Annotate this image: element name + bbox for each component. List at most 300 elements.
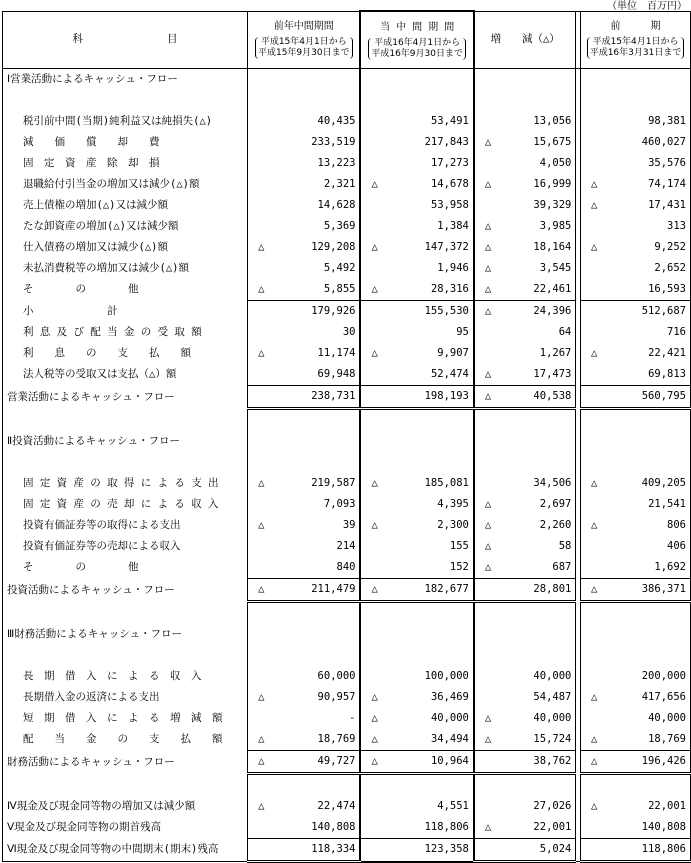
value-text: 7,093 bbox=[323, 498, 356, 510]
value-cell bbox=[581, 132, 691, 153]
negative-marker: △ bbox=[484, 178, 492, 190]
value-text: 3,545 bbox=[539, 262, 572, 274]
value-text: 13,223 bbox=[317, 157, 356, 169]
row-label: Ⅳ現金及び現金同等物の増加又は減少額 bbox=[3, 796, 248, 817]
value-cell bbox=[581, 515, 691, 536]
value-cell bbox=[474, 494, 576, 515]
negative-marker: △ bbox=[484, 821, 492, 833]
value-text: 17,273 bbox=[430, 157, 469, 169]
value-cell bbox=[581, 258, 691, 279]
negative-marker: △ bbox=[371, 519, 378, 531]
value-text: 64 bbox=[558, 326, 572, 338]
table-row bbox=[3, 195, 691, 216]
value-text: 409,205 bbox=[641, 477, 686, 489]
row-label: 配 当 金 の 支 払 額 bbox=[3, 729, 248, 751]
value-cell bbox=[248, 796, 361, 817]
value-cell bbox=[248, 687, 361, 708]
value-text: 17,431 bbox=[648, 199, 686, 211]
negative-marker: △ bbox=[258, 800, 265, 812]
table-row bbox=[3, 216, 691, 237]
value-cell bbox=[474, 515, 576, 536]
cash-flow-table bbox=[2, 10, 691, 863]
value-cell bbox=[474, 258, 576, 279]
negative-marker: △ bbox=[484, 390, 492, 402]
row-label: Ⅵ現金及び現金同等物の中間期末(期末)残高 bbox=[3, 839, 248, 862]
table-row bbox=[3, 386, 691, 409]
value-text: 155,530 bbox=[424, 305, 469, 317]
value-cell bbox=[581, 494, 691, 515]
value-cell bbox=[360, 515, 473, 536]
negative-marker: △ bbox=[258, 283, 265, 295]
value-text: 53,491 bbox=[430, 115, 469, 127]
table-row bbox=[3, 258, 691, 279]
value-cell bbox=[248, 751, 361, 774]
table-row bbox=[3, 343, 691, 364]
value-cell bbox=[581, 452, 691, 473]
value-text: 14,678 bbox=[430, 178, 469, 190]
value-text: 100,000 bbox=[424, 670, 469, 682]
value-cell bbox=[248, 69, 361, 91]
spacer-row bbox=[3, 645, 691, 666]
negative-marker: △ bbox=[591, 800, 598, 812]
table-row bbox=[3, 279, 691, 301]
negative-marker: △ bbox=[484, 305, 492, 317]
value-cell bbox=[474, 322, 576, 343]
table-row bbox=[3, 579, 691, 602]
value-cell bbox=[248, 258, 361, 279]
negative-marker: △ bbox=[484, 498, 492, 510]
value-text: 2,260 bbox=[539, 519, 572, 531]
value-cell bbox=[581, 839, 691, 862]
value-cell bbox=[581, 751, 691, 774]
value-cell bbox=[360, 473, 473, 494]
value-text: 152 bbox=[449, 561, 469, 573]
value-cell bbox=[581, 322, 691, 343]
negative-marker: △ bbox=[258, 241, 265, 253]
value-text: 40,538 bbox=[533, 390, 572, 402]
value-cell bbox=[581, 729, 691, 751]
value-text: 123,358 bbox=[424, 843, 469, 856]
row-label: Ⅲ財務活動によるキャッシュ・フロー bbox=[3, 624, 248, 645]
negative-marker: △ bbox=[484, 733, 492, 745]
value-cell bbox=[474, 473, 576, 494]
value-cell bbox=[360, 195, 473, 216]
table-row bbox=[3, 431, 691, 452]
value-cell bbox=[474, 237, 576, 258]
value-text: 18,769 bbox=[317, 733, 356, 745]
value-text: 34,494 bbox=[430, 733, 469, 745]
negative-marker: △ bbox=[258, 583, 265, 595]
table-row bbox=[3, 322, 691, 343]
value-text: 16,999 bbox=[533, 178, 572, 190]
value-cell bbox=[248, 645, 361, 666]
row-label: 投資有価証券等の売却による収入 bbox=[3, 536, 248, 557]
value-cell bbox=[474, 452, 576, 473]
value-cell bbox=[474, 431, 576, 452]
value-cell bbox=[474, 839, 576, 862]
value-cell bbox=[474, 174, 576, 195]
negative-marker: △ bbox=[591, 583, 598, 595]
row-label bbox=[3, 90, 248, 111]
value-cell bbox=[474, 536, 576, 557]
value-cell bbox=[360, 431, 473, 452]
value-text: 5,855 bbox=[323, 283, 356, 295]
value-cell bbox=[360, 153, 473, 174]
value-cell bbox=[248, 729, 361, 751]
negative-marker: △ bbox=[371, 733, 378, 745]
row-label: 利 息 の 支 払 額 bbox=[3, 343, 248, 364]
value-cell bbox=[248, 452, 361, 473]
value-text: 40,000 bbox=[430, 712, 469, 724]
value-text: 15,724 bbox=[533, 733, 572, 745]
row-label: 利 息 及 び 配 当 金 の 受 取 額 bbox=[3, 322, 248, 343]
row-label: 税引前中間(当期)純利益又は純損失(△) bbox=[3, 111, 248, 132]
table-row bbox=[3, 751, 691, 774]
row-label: Ⅴ現金及び現金同等物の期首残高 bbox=[3, 817, 248, 839]
value-cell bbox=[581, 195, 691, 216]
negative-marker: △ bbox=[591, 519, 598, 531]
value-text: 90,957 bbox=[317, 691, 356, 703]
negative-marker: △ bbox=[591, 241, 598, 253]
value-cell bbox=[474, 729, 576, 751]
table-row bbox=[3, 729, 691, 751]
value-text: 118,806 bbox=[424, 821, 469, 833]
negative-marker: △ bbox=[371, 241, 378, 253]
negative-marker: △ bbox=[591, 347, 598, 359]
value-text: 179,926 bbox=[311, 305, 356, 317]
value-cell bbox=[581, 536, 691, 557]
value-text: 53,958 bbox=[430, 199, 469, 211]
table-row bbox=[3, 174, 691, 195]
value-cell bbox=[581, 796, 691, 817]
value-cell bbox=[474, 132, 576, 153]
row-label: たな卸資産の増加(△)又は減少額 bbox=[3, 216, 248, 237]
value-text: 58 bbox=[558, 540, 572, 552]
value-cell bbox=[248, 153, 361, 174]
negative-marker: △ bbox=[591, 733, 598, 745]
value-text: 233,519 bbox=[311, 136, 356, 148]
unit-label: （単位 百万円） bbox=[607, 1, 687, 12]
table-row bbox=[3, 624, 691, 645]
negative-marker: △ bbox=[484, 561, 492, 573]
negative-marker: △ bbox=[258, 733, 265, 745]
value-text: 687 bbox=[552, 561, 572, 573]
spacer-row bbox=[3, 602, 691, 625]
value-text: 35,576 bbox=[648, 157, 686, 169]
value-text: 60,000 bbox=[317, 670, 356, 682]
value-text: 2,300 bbox=[437, 519, 469, 531]
value-cell bbox=[248, 817, 361, 839]
table-row bbox=[3, 69, 691, 91]
value-cell bbox=[248, 132, 361, 153]
value-text: 417,656 bbox=[641, 691, 686, 703]
negative-marker: △ bbox=[591, 477, 598, 489]
table-row bbox=[3, 132, 691, 153]
negative-marker: △ bbox=[484, 540, 492, 552]
value-cell bbox=[248, 666, 361, 687]
negative-marker: △ bbox=[371, 755, 378, 767]
value-text: 118,806 bbox=[641, 843, 686, 855]
table-row bbox=[3, 237, 691, 258]
value-cell bbox=[360, 216, 473, 237]
value-cell bbox=[360, 258, 473, 279]
value-cell bbox=[248, 409, 361, 432]
negative-marker: △ bbox=[371, 477, 378, 489]
table-row bbox=[3, 473, 691, 494]
value-cell bbox=[360, 409, 473, 432]
value-text: 198,193 bbox=[424, 390, 469, 402]
value-cell bbox=[581, 774, 691, 797]
value-cell bbox=[360, 132, 473, 153]
table-row bbox=[3, 839, 691, 862]
value-cell bbox=[248, 322, 361, 343]
negative-marker: △ bbox=[591, 691, 598, 703]
negative-marker: △ bbox=[371, 712, 378, 724]
value-cell bbox=[360, 69, 473, 91]
value-cell bbox=[581, 279, 691, 301]
value-cell bbox=[474, 153, 576, 174]
value-cell bbox=[581, 409, 691, 432]
value-cell bbox=[360, 386, 473, 409]
value-cell bbox=[581, 473, 691, 494]
value-text: 155 bbox=[449, 540, 469, 552]
value-cell bbox=[248, 774, 361, 797]
negative-marker: △ bbox=[258, 519, 265, 531]
value-cell bbox=[360, 666, 473, 687]
row-label: Ⅰ営業活動によるキャッシュ・フロー bbox=[3, 69, 248, 91]
value-text: 22,421 bbox=[648, 347, 686, 359]
row-label: 売上債権の増加(△)又は減少額 bbox=[3, 195, 248, 216]
value-cell bbox=[474, 364, 576, 386]
value-cell bbox=[581, 153, 691, 174]
value-cell bbox=[474, 796, 576, 817]
header-prev-year: 前 期 平成15年4月1日から 平成16年3月31日まで bbox=[581, 11, 691, 69]
value-cell bbox=[581, 645, 691, 666]
value-cell bbox=[474, 557, 576, 579]
table-row bbox=[3, 666, 691, 687]
value-cell bbox=[474, 645, 576, 666]
value-cell bbox=[474, 69, 576, 91]
value-cell bbox=[581, 174, 691, 195]
value-cell bbox=[248, 557, 361, 579]
value-cell bbox=[474, 774, 576, 797]
value-cell bbox=[360, 624, 473, 645]
row-label: 小 計 bbox=[3, 301, 248, 323]
row-label: 固 定 資 産 除 却 損 bbox=[3, 153, 248, 174]
value-cell bbox=[248, 386, 361, 409]
table-row bbox=[3, 301, 691, 323]
value-cell bbox=[248, 111, 361, 132]
header-change: 増 減（△） bbox=[474, 11, 576, 69]
negative-marker: △ bbox=[484, 220, 492, 232]
negative-marker: △ bbox=[484, 368, 492, 380]
value-cell bbox=[581, 343, 691, 364]
value-text: 14,628 bbox=[317, 199, 356, 211]
value-cell bbox=[581, 216, 691, 237]
value-text: 140,808 bbox=[311, 821, 356, 833]
negative-marker: △ bbox=[258, 691, 265, 703]
row-label: Ⅱ投資活動によるキャッシュ・フロー bbox=[3, 431, 248, 452]
value-cell bbox=[360, 343, 473, 364]
row-label bbox=[3, 602, 248, 625]
negative-marker: △ bbox=[371, 178, 378, 190]
value-cell bbox=[360, 237, 473, 258]
value-text: 460,027 bbox=[641, 136, 686, 148]
value-cell bbox=[248, 364, 361, 386]
value-cell bbox=[360, 494, 473, 515]
table-row bbox=[3, 494, 691, 515]
value-cell bbox=[360, 579, 473, 602]
value-text: 219,587 bbox=[311, 477, 356, 489]
value-cell bbox=[581, 708, 691, 729]
negative-marker: △ bbox=[484, 241, 492, 253]
value-cell bbox=[474, 279, 576, 301]
value-cell bbox=[360, 602, 473, 625]
value-text: 196,426 bbox=[641, 755, 686, 767]
value-text: 30 bbox=[342, 326, 356, 338]
value-text: 38,762 bbox=[533, 755, 572, 767]
value-cell bbox=[360, 279, 473, 301]
value-text: 1,267 bbox=[539, 347, 572, 359]
value-cell bbox=[474, 195, 576, 216]
value-text: 560,795 bbox=[641, 390, 686, 402]
value-cell bbox=[360, 729, 473, 751]
value-text: 34,506 bbox=[533, 477, 572, 489]
value-cell bbox=[581, 602, 691, 625]
value-cell bbox=[248, 515, 361, 536]
value-cell bbox=[248, 624, 361, 645]
value-cell bbox=[474, 751, 576, 774]
value-cell bbox=[360, 708, 473, 729]
value-text: 140,808 bbox=[641, 821, 686, 833]
value-cell bbox=[248, 279, 361, 301]
value-cell bbox=[360, 645, 473, 666]
value-text: 406 bbox=[667, 540, 686, 552]
header-item: 科 目 bbox=[3, 11, 248, 69]
value-cell bbox=[581, 386, 691, 409]
value-cell bbox=[474, 90, 576, 111]
value-cell bbox=[474, 386, 576, 409]
value-text: 27,026 bbox=[533, 800, 572, 812]
value-cell bbox=[360, 839, 473, 862]
negative-marker: △ bbox=[591, 178, 598, 190]
value-text: 840 bbox=[336, 561, 356, 573]
value-cell bbox=[360, 751, 473, 774]
value-cell bbox=[474, 817, 576, 839]
negative-marker: △ bbox=[484, 136, 492, 148]
spacer-row bbox=[3, 409, 691, 432]
value-text: 40,435 bbox=[317, 115, 356, 127]
value-text: 17,473 bbox=[533, 368, 572, 380]
value-text: 200,000 bbox=[641, 670, 686, 682]
table-row bbox=[3, 111, 691, 132]
value-text: 13,056 bbox=[533, 115, 572, 127]
row-label: 退職給付引当金の増加又は減少(△)額 bbox=[3, 174, 248, 195]
row-label: 長 期 借 入 に よ る 収 入 bbox=[3, 666, 248, 687]
row-label bbox=[3, 645, 248, 666]
table-row bbox=[3, 796, 691, 817]
table-row bbox=[3, 515, 691, 536]
row-label: 減 価 償 却 費 bbox=[3, 132, 248, 153]
negative-marker: △ bbox=[258, 755, 265, 767]
negative-marker: △ bbox=[371, 583, 378, 595]
value-cell bbox=[581, 90, 691, 111]
value-text: 313 bbox=[667, 220, 686, 232]
negative-marker: △ bbox=[591, 755, 598, 767]
value-cell bbox=[248, 90, 361, 111]
value-text: 238,731 bbox=[311, 390, 356, 402]
row-label: 固 定 資 産 の 売 却 に よ る 収 入 bbox=[3, 494, 248, 515]
value-text: 182,677 bbox=[424, 583, 469, 595]
value-cell bbox=[248, 301, 361, 323]
value-cell bbox=[360, 687, 473, 708]
value-text: 24,396 bbox=[533, 305, 572, 317]
value-text: 69,948 bbox=[317, 368, 356, 380]
value-cell bbox=[474, 301, 576, 323]
value-cell bbox=[248, 473, 361, 494]
negative-marker: △ bbox=[371, 283, 378, 295]
value-cell bbox=[581, 624, 691, 645]
value-cell bbox=[360, 364, 473, 386]
value-text: 4,551 bbox=[437, 800, 469, 812]
value-cell bbox=[248, 174, 361, 195]
value-text: 69,813 bbox=[648, 368, 686, 380]
table-row bbox=[3, 557, 691, 579]
table-row bbox=[3, 536, 691, 557]
value-cell bbox=[248, 216, 361, 237]
table-row bbox=[3, 364, 691, 386]
value-cell bbox=[248, 237, 361, 258]
value-cell bbox=[248, 494, 361, 515]
value-cell bbox=[474, 111, 576, 132]
value-cell bbox=[581, 579, 691, 602]
value-cell bbox=[248, 579, 361, 602]
value-text: 28,801 bbox=[533, 583, 572, 595]
value-text: 147,372 bbox=[424, 241, 469, 253]
row-label: 固 定 資 産 の 取 得 に よ る 支 出 bbox=[3, 473, 248, 494]
row-label bbox=[3, 774, 248, 797]
row-label: 投資有価証券等の取得による支出 bbox=[3, 515, 248, 536]
negative-marker: △ bbox=[258, 477, 265, 489]
negative-marker: △ bbox=[484, 283, 492, 295]
value-text: 21,541 bbox=[648, 498, 686, 510]
value-text: 1,384 bbox=[437, 220, 469, 232]
value-text: 22,474 bbox=[317, 800, 356, 812]
negative-marker: △ bbox=[371, 347, 378, 359]
value-cell bbox=[248, 195, 361, 216]
value-cell bbox=[248, 431, 361, 452]
value-text: 54,487 bbox=[533, 691, 572, 703]
value-cell bbox=[581, 431, 691, 452]
value-text: 74,174 bbox=[648, 178, 686, 190]
value-cell bbox=[581, 557, 691, 579]
row-label bbox=[3, 409, 248, 432]
value-cell bbox=[474, 409, 576, 432]
value-cell bbox=[581, 687, 691, 708]
value-text: 28,316 bbox=[430, 283, 469, 295]
header-prev-interim: 前年中間期間 平成15年4月1日から 平成15年9月30日まで bbox=[248, 11, 361, 69]
value-text: 49,727 bbox=[317, 755, 356, 767]
negative-marker: △ bbox=[591, 199, 598, 211]
value-text: 22,461 bbox=[533, 283, 572, 295]
value-cell bbox=[360, 322, 473, 343]
value-text: 9,907 bbox=[437, 347, 469, 359]
value-cell bbox=[360, 536, 473, 557]
value-text: 2,321 bbox=[323, 178, 356, 190]
row-label bbox=[3, 452, 248, 473]
value-text: 386,371 bbox=[641, 583, 686, 595]
value-text: 22,001 bbox=[533, 821, 572, 833]
